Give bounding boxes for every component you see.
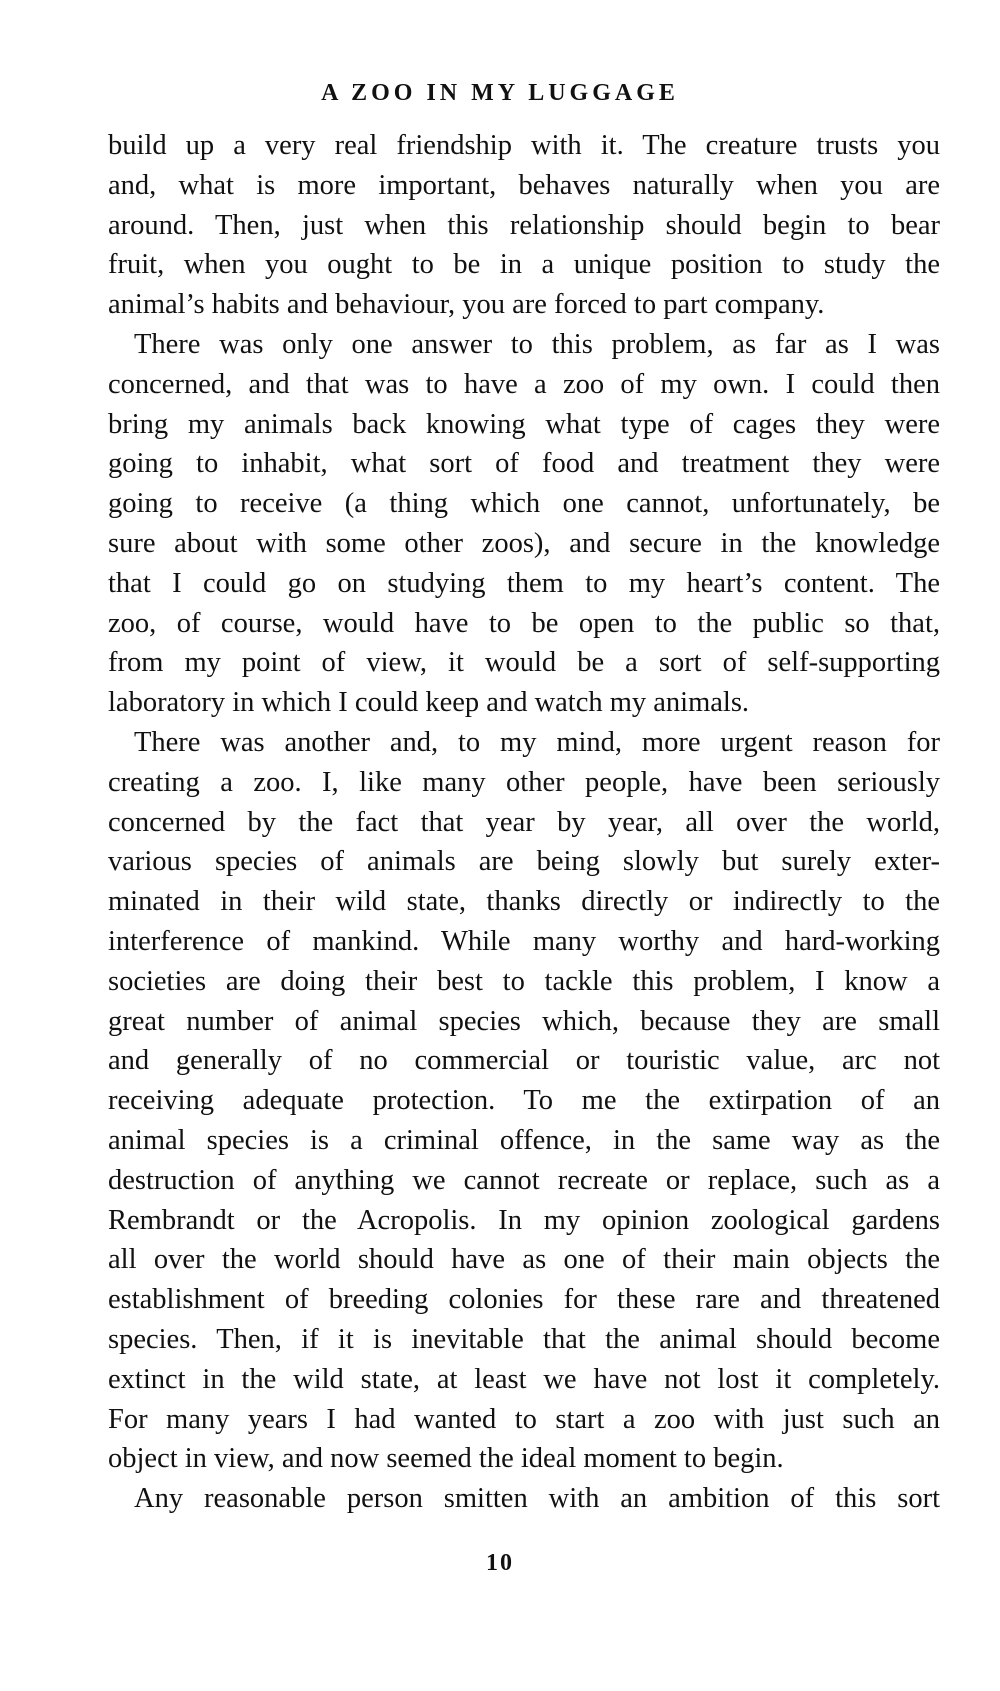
text-line: There was only one answer to this problem, as far as I was [134,328,940,360]
text-line: Rembrandt or the Acropolis. In my opinion zoological gardens [108,1204,940,1236]
text-line: minated in their wild state, thanks directly or indirectly to the [108,886,940,918]
text-line: various species of animals are being slowly but surely exter- [108,846,940,878]
text-line: zoo, of course, would have to be open to the public so that, [108,607,940,639]
text-line: concerned, and that was to have a zoo of my own. I could then [108,368,940,400]
text-line: going to inhabit, what sort of food and treatment they were [108,448,940,480]
text-line: sure about with some other zoos), and secure in the knowledge [108,527,940,559]
text-line: great number of animal species which, because they are small [108,1005,940,1037]
text-line: concerned by the fact that year by year, all over the world, [108,806,940,838]
text-line: bring my animals back knowing what type of cages they were [108,408,940,440]
text-line: interference of mankind. While many worthy and hard-working [108,925,940,957]
text-line: from my point of view, it would be a sort of self-supporting [108,647,940,679]
text-line: that I could go on studying them to my heart’s content. The [108,567,940,599]
text-line: build up a very real friendship with it. The creature trusts you [108,130,940,161]
text-line: There was another and, to my mind, more urgent reason for [134,726,940,758]
text-line: establishment of breeding colonies for these rare and threatened [108,1284,940,1316]
text-line: animal’s habits and behaviour, you are forced to part company. [108,289,825,321]
text-line: going to receive (a thing which one cannot, unfortunately, be [108,488,940,520]
text-line: For many years I had wanted to start a zoo with just such an [108,1403,940,1435]
running-head: A ZOO IN MY LUGGAGE [321,80,679,106]
text-line: object in view, and now seemed the ideal moment to begin. [108,1443,784,1475]
text-line: animal species is a criminal offence, in the same way as the [108,1124,940,1156]
text-line: fruit, when you ought to be in a unique position to study the [108,249,940,281]
text-line: receiving adequate protection. To me the extirpation of an [108,1085,940,1117]
text-line: Any reasonable person smitten with an ambition of this sort [134,1483,940,1515]
text-line: laboratory in which I could keep and watch my animals. [108,687,750,719]
text-line: and generally of no commercial or touristic value, arc not [108,1045,940,1077]
page-number: 10 [486,1550,514,1576]
text-line: societies are doing their best to tackle this problem, I know a [108,965,940,997]
text-line: around. Then, just when this relationship should begin to bear [108,209,940,241]
text-line: and, what is more important, behaves naturally when you are [108,169,940,201]
text-line: destruction of anything we cannot recreate or replace, such as a [108,1164,940,1196]
body-text [108,126,940,1519]
text-line: all over the world should have as one of their main objects the [108,1244,940,1276]
text-line: extinct in the wild state, at least we have not lost it completely. [108,1363,940,1395]
text-line: creating a zoo. I, like many other people, have been seriously [108,766,940,798]
text-line: species. Then, if it is inevitable that the animal should become [108,1323,940,1355]
